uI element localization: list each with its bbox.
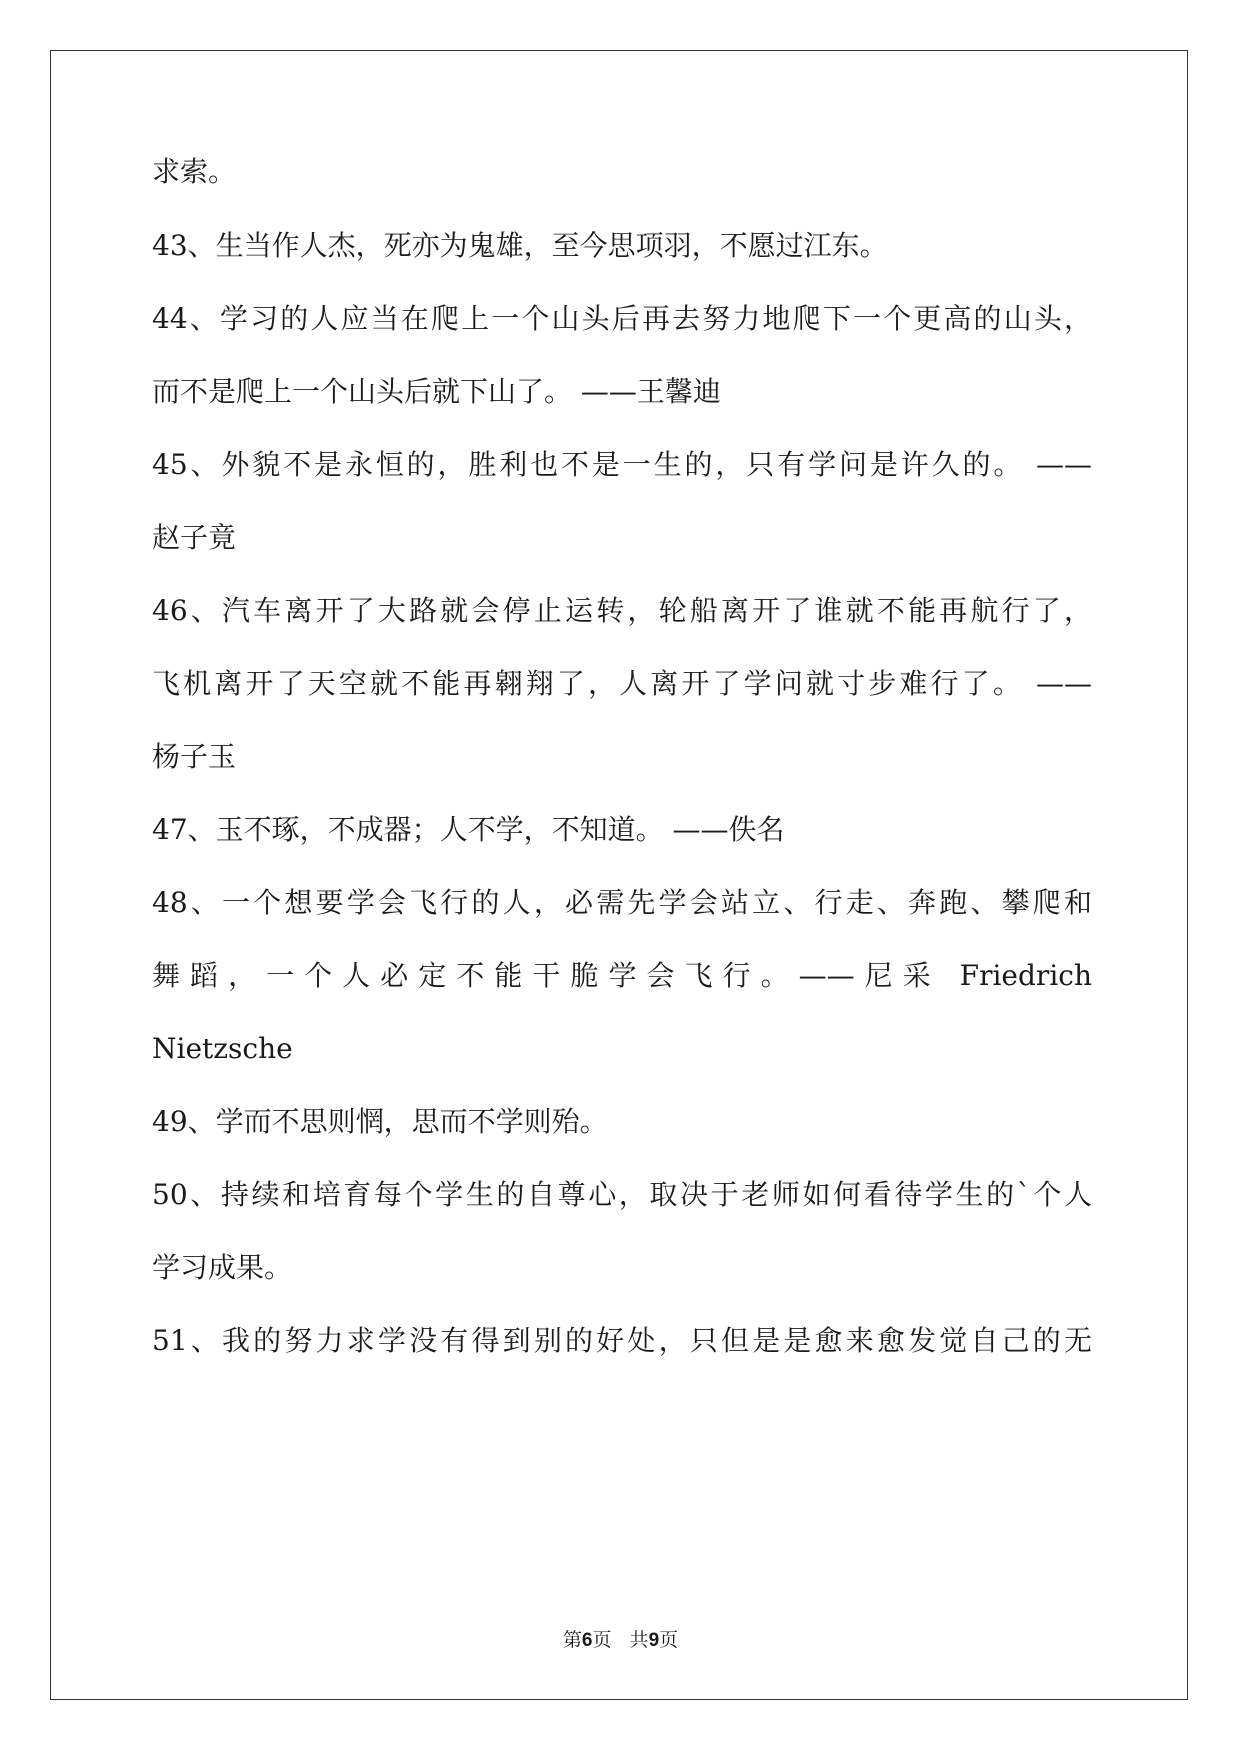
footer-current-page: 6 [581, 1630, 593, 1651]
text-line-14: 49、学而不思则惘，思而不学则殆。 [152, 1105, 608, 1138]
page-border [50, 50, 1188, 1700]
text-line-12: 舞蹈，一个人必定不能干脆学会飞行。——尼采 Friedrich [152, 959, 1092, 992]
text-line-17: 51、我的努力求学没有得到别的好处，只但是是愈来愈发觉自己的无 [152, 1324, 1092, 1357]
text-line-15: 50、持续和培育每个学生的自尊心，取决于老师如何看待学生的`个人 [152, 1178, 1092, 1211]
footer-total-pages: 9 [648, 1630, 660, 1651]
text-line-9: 杨子玉 [152, 740, 237, 773]
text-line-2: 43、生当作人杰，死亦为鬼雄，至今思项羽，不愿过江东。 [152, 229, 888, 262]
footer-middle: 页 共 [592, 1629, 649, 1651]
footer-prefix: 第 [562, 1629, 582, 1651]
text-line-16: 学习成果。 [152, 1251, 293, 1284]
text-line-1: 求索。 [152, 155, 237, 188]
text-line-11: 48、一个想要学会飞行的人，必需先学会站立、行走、奔跑、攀爬和 [152, 886, 1092, 919]
text-line-8: 飞机离开了天空就不能再翱翔了，人离开了学问就寸步难行了。 —— [152, 667, 1092, 700]
text-line-6: 赵子竟 [152, 521, 237, 554]
text-line-10: 47、玉不琢，不成器；人不学，不知道。 ——佚名 [152, 813, 785, 846]
footer-suffix: 页 [659, 1629, 679, 1651]
page-footer [0, 1625, 1241, 1652]
text-line-13: Nietzsche [152, 1032, 293, 1065]
text-line-4: 而不是爬上一个山头后就下山了。 ——王馨迪 [152, 375, 721, 408]
text-line-5: 45、外貌不是永恒的，胜利也不是一生的，只有学问是许久的。 —— [152, 448, 1092, 481]
text-line-3: 44、学习的人应当在爬上一个山头后再去努力地爬下一个更高的山头， [152, 302, 1092, 335]
text-line-7: 46、汽车离开了大路就会停止运转，轮船离开了谁就不能再航行了， [152, 594, 1092, 627]
